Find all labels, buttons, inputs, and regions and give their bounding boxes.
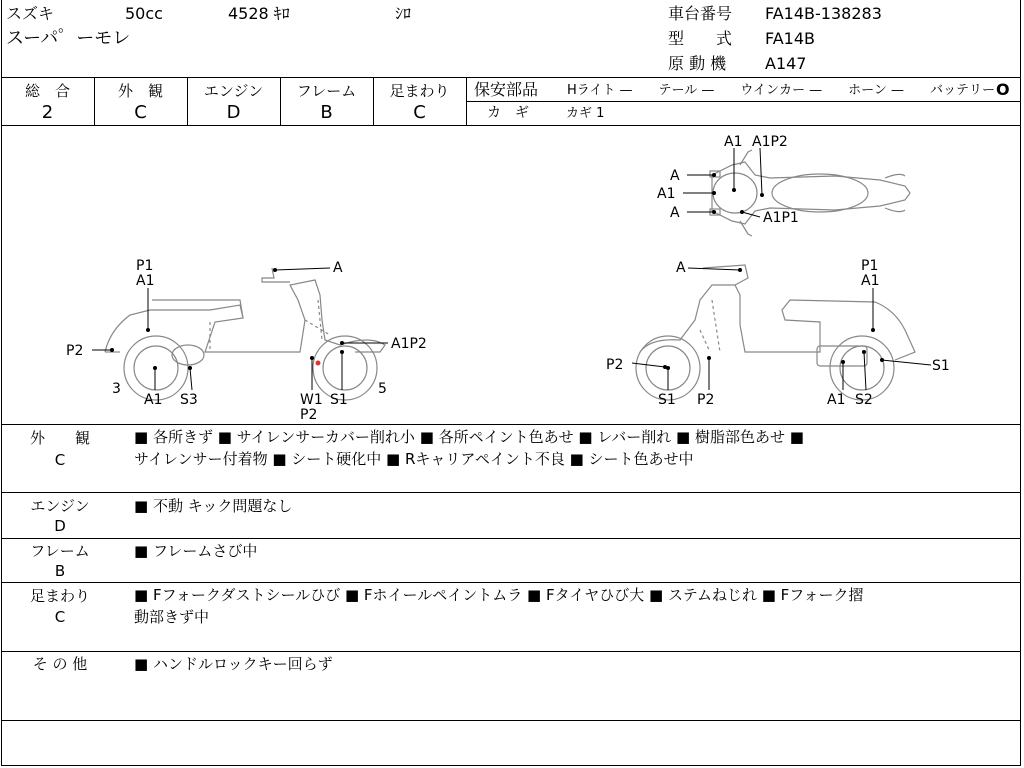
model-name: スーパ゜ーモレ <box>6 28 131 49</box>
label-left-a1-top: A1 <box>136 273 155 289</box>
label-left-w1: W1 <box>300 392 323 408</box>
grade-label-suspension: 足まわり <box>389 82 450 100</box>
section-label-exterior: 外 観 <box>29 429 90 447</box>
label-top-a1-left: A1 <box>657 186 676 202</box>
section-grade-engine: D <box>54 517 66 535</box>
callout-dots <box>110 173 884 370</box>
section-text-exterior: ■ 各所きず ■ サイレンサーカバー削れ小 ■ 各所ペイント色あせ ■ レバー削れ ■ 樹脂部色あせ ■ <box>134 428 804 446</box>
label-left-p2-bottom: P2 <box>300 407 318 423</box>
divider <box>1 538 1021 539</box>
key-value: カギ 1 <box>566 106 605 121</box>
safety-items: Hライト — テール — ウインカー — ホーン — バッテリー <box>567 83 996 98</box>
callouts <box>92 148 931 390</box>
top-view-scooter <box>710 150 910 236</box>
divider <box>466 101 1021 102</box>
label-right-p2: P2 <box>606 357 624 373</box>
engine-value: A147 <box>765 54 807 73</box>
label-top-a: A <box>670 168 680 184</box>
grade-value-suspension: C <box>413 102 426 123</box>
grade-value-frame: B <box>320 102 333 123</box>
left-view-dash <box>210 300 330 352</box>
grade-label-frame: フレーム <box>296 82 357 100</box>
grade-label-engine: エンジン <box>203 82 264 100</box>
grade-value-engine: D <box>226 102 241 123</box>
section-grade-suspension: C <box>54 608 66 626</box>
grade-label-exterior: 外 観 <box>117 82 163 100</box>
section-text-other: ■ ハンドルロックキー回らず <box>134 655 333 673</box>
red-mark <box>316 361 321 366</box>
label-right-a1-top: A1 <box>861 273 880 289</box>
damage-diagram <box>0 126 1024 424</box>
label-right-s2: S2 <box>855 392 873 408</box>
grade-label-overall: 総 合 <box>24 82 70 100</box>
label-left-p2: P2 <box>66 343 84 359</box>
label-top-a1: A1 <box>724 134 743 150</box>
section-text-suspension-2: 動部きず中 <box>134 608 210 626</box>
section-label-suspension: 足まわり <box>29 587 90 605</box>
section-text-suspension: ■ Fフォークダストシールひび ■ Fホイールペイントムラ ■ Fタイヤひび大 ■ ステムねじれ ■ Fフォーク摺 <box>134 586 864 604</box>
label-left-p1: P1 <box>136 258 154 274</box>
engine-label: 原 動 機 <box>668 54 727 73</box>
maker: スズキ <box>6 4 55 23</box>
divider <box>1 582 1021 583</box>
section-text-frame: ■ フレームさび中 <box>134 542 258 560</box>
label-top-a1p1: A1P1 <box>763 210 799 226</box>
section-grade-exterior: C <box>54 451 66 469</box>
color: ｼﾛ <box>395 4 412 23</box>
grade-value-exterior: C <box>134 102 147 123</box>
label-right-p1: P1 <box>861 258 879 274</box>
displacement: 50cc <box>125 4 163 23</box>
chassis-label: 車台番号 <box>668 4 733 23</box>
label-left-a1p2: A1P2 <box>391 336 427 352</box>
divider <box>1 720 1021 721</box>
safety-label: 保安部品 <box>474 80 539 99</box>
label-left-s3: S3 <box>180 392 198 408</box>
battery-mark: O <box>996 80 1010 99</box>
label-left-3: 3 <box>112 381 121 397</box>
divider <box>1 492 1021 493</box>
section-label-frame: フレーム <box>30 542 90 560</box>
type-value: FA14B <box>765 29 816 48</box>
right-view-dash <box>700 300 720 352</box>
section-grade-frame: B <box>54 562 66 580</box>
key-label: カ ギ <box>487 105 529 121</box>
type-label: 型 式 <box>668 29 733 48</box>
label-right-s1: S1 <box>658 392 676 408</box>
divider <box>1 77 1021 78</box>
label-left-s1: S1 <box>330 392 348 408</box>
grade-value-overall: 2 <box>41 102 54 123</box>
mileage: 4528 ｷﾛ <box>228 4 290 23</box>
label-right-s1-side: S1 <box>932 358 950 374</box>
label-top-a1p2: A1P2 <box>752 134 788 150</box>
label-right-p2-bottom: P2 <box>697 392 715 408</box>
label-left-5: 5 <box>378 381 387 397</box>
label-right-a1: A1 <box>827 392 846 408</box>
divider <box>1 651 1021 652</box>
label-top-a-bottom: A <box>670 205 680 221</box>
chassis-value: FA14B-138283 <box>765 4 882 23</box>
divider <box>1 424 1021 425</box>
section-label-engine: エンジン <box>30 497 90 515</box>
label-right-a: A <box>676 260 686 276</box>
section-label-other: そ の 他 <box>32 655 88 673</box>
label-left-a: A <box>333 260 343 276</box>
divider <box>466 77 467 125</box>
section-text-exterior-2: サイレンサー付着物 ■ シート硬化中 ■ Rキャリアペイント不良 ■ シート色あせ中 <box>134 450 694 468</box>
label-left-a1: A1 <box>144 392 163 408</box>
section-text-engine: ■ 不動 キック問題なし <box>134 497 293 515</box>
